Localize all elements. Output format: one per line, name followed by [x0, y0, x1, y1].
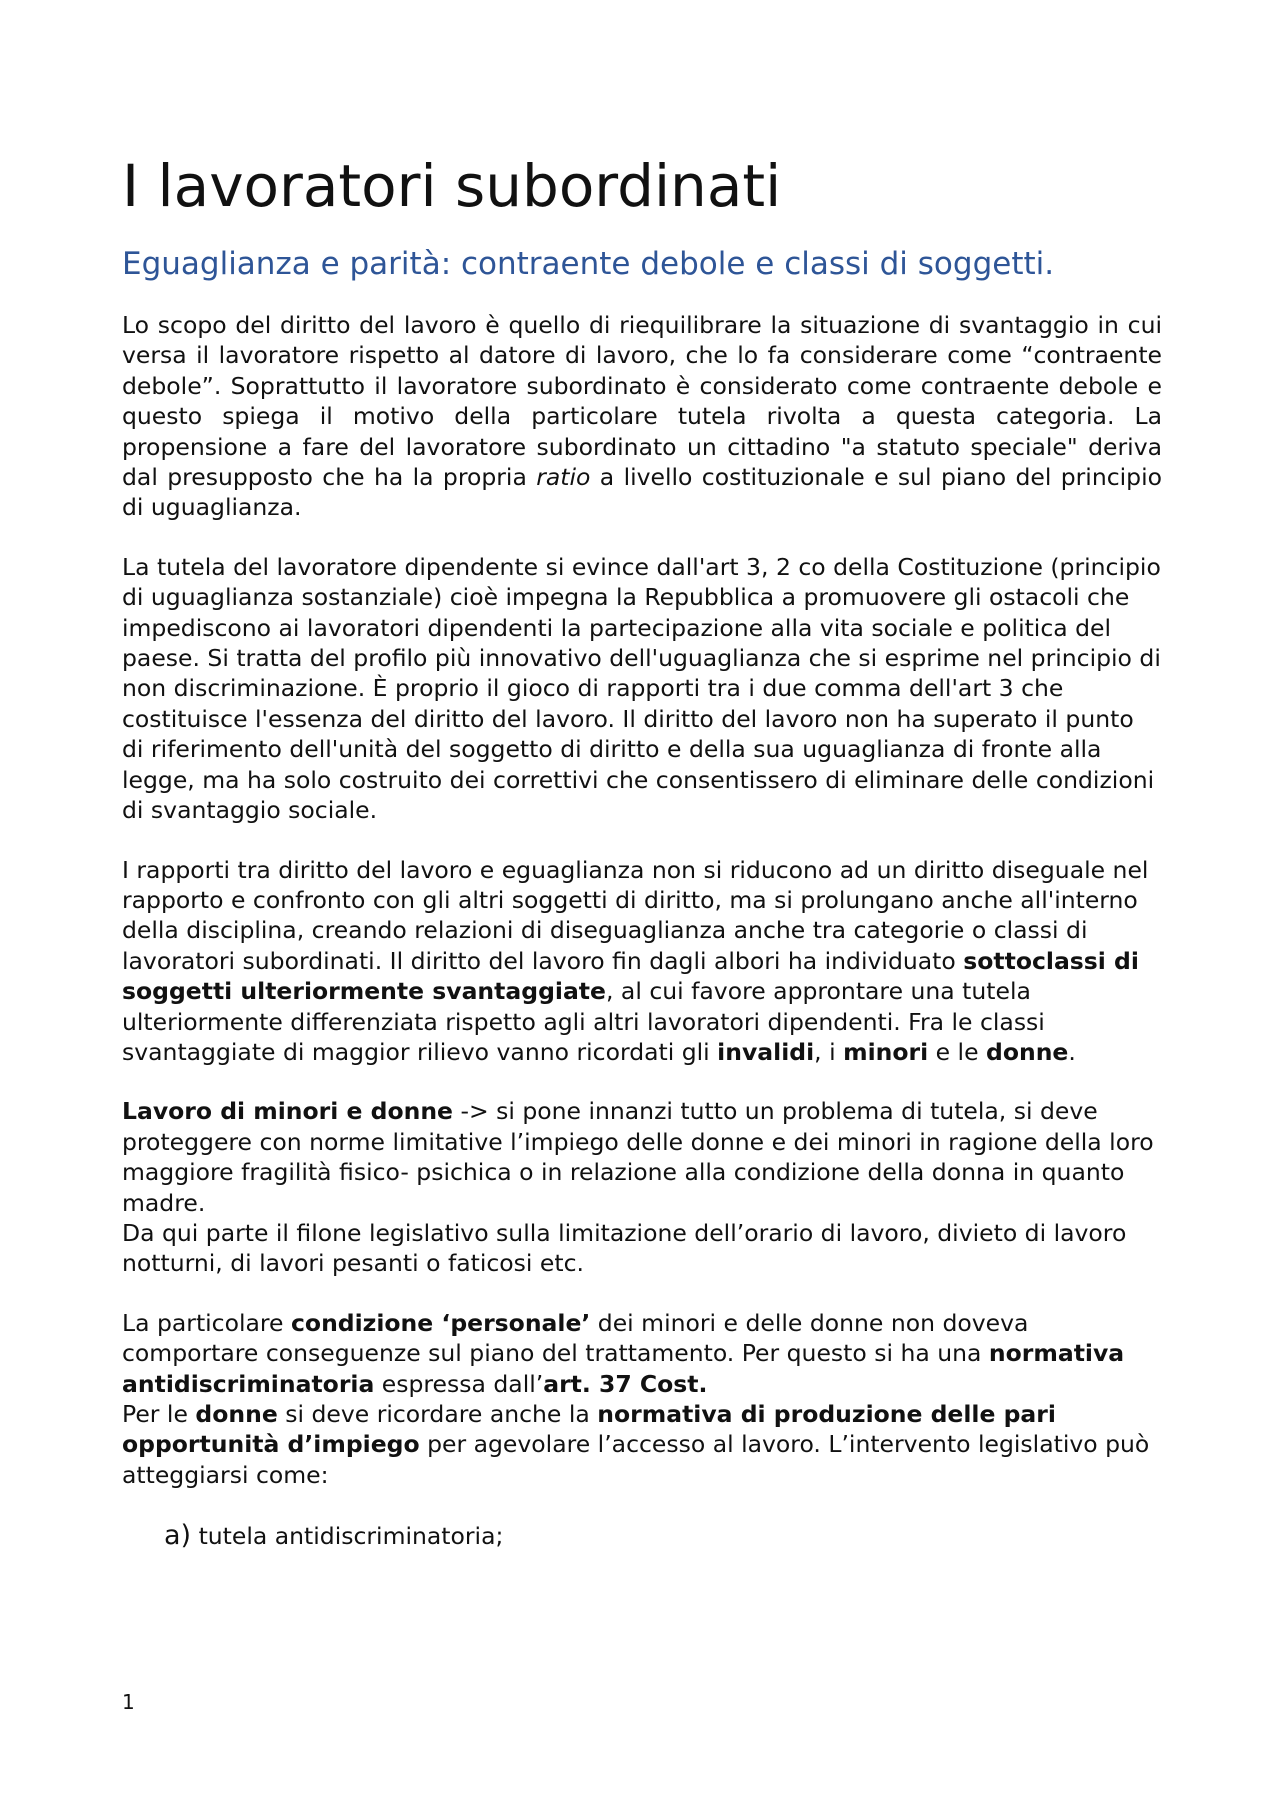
- paragraph-5-bold-pari-opportunita: normativa di produzione delle pari opportunità d’impiego: [122, 1400, 1056, 1459]
- paragraph-3-bold-minori: minori: [843, 1037, 929, 1066]
- paragraph-3-bold-sottoclassi: sottoclassi di soggetti ulteriormente svantaggiate: [122, 946, 1139, 1006]
- paragraph-3-text-e: , i: [814, 1037, 844, 1066]
- document-title: I lavoratori subordinati: [122, 152, 782, 220]
- paragraph-3-text-a: I rapporti tra diritto del lavoro e eguaglianza non si riducono ad un diritto diseguale nel rapporto e confronto con gli altri soggetti di diritto, ma si prolungano anche all'interno della disciplina, creando relazioni di diseguaglianza anche tra categorie o classi di lavoratori subordinati. Il diritto del lavoro fin dagli albori ha individuato: [122, 855, 1149, 975]
- paragraph-3-bold-donne: donne: [986, 1037, 1069, 1066]
- paragraph-3-bold-invalidi: invalidi: [717, 1037, 815, 1066]
- paragraph-5-text-i: si deve ricordare anche la: [277, 1400, 598, 1428]
- paragraph-3-text-c: , al cui favore approntare una tutela ulteriormente differenziata rispetto agli altri lavoratori dipendenti. Fra le classi svantaggiate di maggior rilievo vanno ricordati gli: [122, 977, 1045, 1066]
- list-item-letter: a): [164, 1520, 192, 1552]
- paragraph-1-text-c: a livello costituzionale e sul piano del principio di uguaglianza.: [122, 463, 1162, 522]
- paragraph-5-text-k: per agevolare l’accesso al lavoro. L’intervento legislativo può atteggiarsi come:: [122, 1430, 1150, 1489]
- paragraph-5-bold-donne: donne: [195, 1400, 278, 1428]
- paragraph-3-text-g: e le: [928, 1037, 986, 1066]
- paragraph-5-bold-art37: art. 37 Cost.: [543, 1369, 708, 1398]
- document-body: [122, 150, 1162, 1552]
- paragraph-5-bold-condizione: condizione ‘personale’: [291, 1308, 591, 1337]
- list: [122, 1520, 1162, 1552]
- paragraph-5-text-e: espressa dall’: [374, 1369, 544, 1398]
- paragraph-4: [122, 1096, 1162, 1278]
- paragraph-1: [122, 310, 1162, 523]
- paragraph-4-text-b: -> si pone innanzi tutto un problema di tutela, si deve proteggere con norme limitative l’impiego delle donne e dei minori in ragione della loro maggiore fragilità fisico- psichica o in relazione alla condizione della donna in quanto madre.: [122, 1097, 1154, 1217]
- paragraph-5-text-c: dei minori e delle donne non doveva comportare conseguenze sul piano del trattamento. Per questo si ha una: [122, 1308, 1029, 1368]
- paragraph-3-text-i: .: [1068, 1037, 1076, 1066]
- page-number: 1: [122, 1690, 135, 1714]
- paragraph-5-text-g: Per le: [122, 1400, 196, 1428]
- paragraph-4-text-c: Da qui parte il filone legislativo sulla limitazione dell’orario di lavoro, divieto di lavoro notturni, di lavori pesanti o faticosi etc.: [122, 1218, 1127, 1278]
- paragraph-5-text-a: La particolare: [122, 1308, 291, 1337]
- paragraph-5: [122, 1308, 1162, 1490]
- section-heading: Eguaglianza e parità: contraente debole e classi di soggetti.: [122, 246, 1055, 282]
- paragraph-1-text-a: Lo scopo del diritto del lavoro è quello di riequilibrare la situazione di svantaggio in cui versa il lavoratore rispetto al datore di lavoro, che lo fa considerare come “contraente debole”. Soprattutto il lavoratore subordinato è considerato come contraente debole e questo spiega il motivo della particolare tutela rivolta a questa categoria. La propensione a fare del lavoratore subordinato un cittadino "a statuto speciale" deriva dal presupposto che ha la propria: [122, 311, 1162, 492]
- paragraph-5-bold-normativa: normativa antidiscriminatoria: [122, 1339, 1125, 1398]
- paragraph-3: [122, 855, 1162, 1068]
- list-item-text: tutela antidiscriminatoria;: [191, 1522, 504, 1551]
- list-item: [164, 1520, 1162, 1552]
- paragraph-1-italic-ratio: ratio: [536, 463, 591, 492]
- paragraph-4-bold-lavoro: Lavoro di minori e donne: [122, 1097, 453, 1126]
- paragraph-2: La tutela del lavoratore dipendente si evince dall'art 3, 2 co della Costituzione (principio di uguaglianza sostanziale) cioè impegna la Repubblica a promuovere gli ostacoli che impediscono ai lavoratori dipendenti la partecipazione alla vita sociale e politica del paese. Si tratta del profilo più innovativo dell'uguaglianza che si esprime nel principio di non discriminazione. È proprio il gioco di rapporti tra i due comma dell'art 3 che costituisce l'essenza del diritto del lavoro. Il diritto del lavoro non ha superato il punto di riferimento dell'unità del soggetto di diritto e della sua uguaglianza di fronte alla legge, ma ha solo costruito dei correttivi che consentissero di eliminare delle condizioni di svantaggio sociale.: [122, 552, 1161, 825]
